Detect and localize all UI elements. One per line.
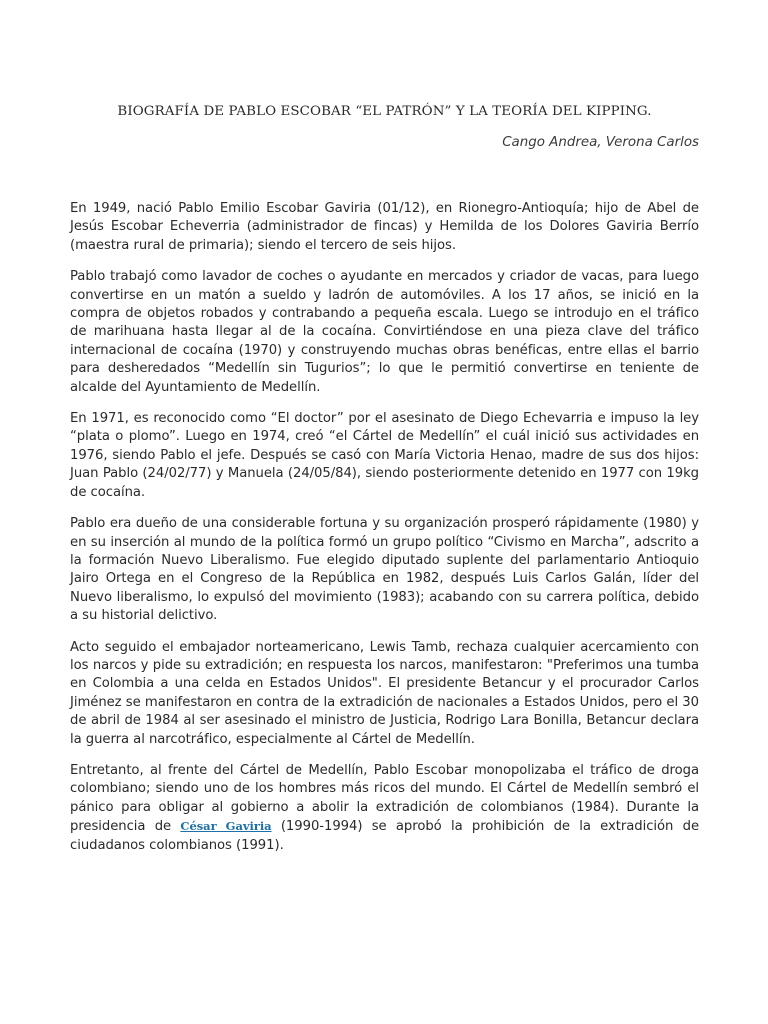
paragraph-6-text-after-link: (1990-1994) se aprobó la prohibición de la extradición de ciudadanos colombianos (1991). [70, 819, 700, 853]
paragraph-4: Pablo era dueño de una considerable fortuna y su organización prosperó rápidamente (1980) y en su inserción al mundo de la política formó un grupo político “Civismo en Marcha”, adscrito a la formación Nuevo Liberalismo. Fue elegido diputado suplente del parlamentario Antioquio Jairo Ortega en el Congreso de la República en 1982, después Luis Carlos Galán, líder del Nuevo liberalismo, lo expulsó del movimiento (1983); acabando con su carrera política, debido a su historial delictivo. [70, 516, 699, 624]
document-title: BIOGRAFÍA DE PABLO ESCOBAR “EL PATRÓN” Y LA TEORÍA DEL KIPPING. [117, 104, 652, 119]
paragraph-5: Acto seguido el embajador norteamericano, Lewis Tamb, rechaza cualquier acercamiento con los narcos y pide su extradición; en respuesta los narcos, manifestaron: "Preferimos una tumba en Colombia a una celda en Estados Unidos". El presidente Betancur y el procurador Carlos Jiménez se manifestaron en contra de la extradición de nacionales a Estados Unidos, pero el 30 de abril de 1984 al ser asesinado el ministro de Justicia, Rodrigo Lara Bonilla, Betancur declara la guerra al narcotráfico, especialmente al Cártel de Medellín. [70, 639, 699, 747]
cesar-gaviria-link[interactable]: César Gaviria [180, 819, 272, 834]
document-body [70, 200, 699, 868]
paragraph-2: Pablo trabajó como lavador de coches o ayudante en mercados y criador de vacas, para luego convertirse en un matón a sueldo y ladrón de automóviles. A los 17 años, se inició en la compra de objetos robados y contrabando a pequeña escala. Luego se introdujo en el tráfico de marihuana hasta llegar al de la cocaína. Convirtiéndose en una pieza clave del tráfico internacional de cocaína (1970) y construyendo muchas obras benéficas, entre ellas el barrio para desheredados “Medellín sin Tugurios”; lo que le permitió convertirse en teniente de alcalde del Ayuntamiento de Medellín. [70, 269, 699, 395]
paragraph-3: En 1971, es reconocido como “El doctor” por el asesinato de Diego Echevarria e impuso la ley “plata o plomo”. Luego en 1974, creó “el Cártel de Medellín” el cuál inició sus actividades en 1976, siendo Pablo el jefe. Después se casó con María Victoria Henao, madre de sus dos hijos: Juan Pablo (24/02/77) y Manuela (24/05/84), siendo posteriormente detenido en 1977 con 19kg de cocaína. [70, 411, 699, 500]
paragraph-6-text-before-link: Entretanto, al frente del Cártel de Medellín, Pablo Escobar monopolizaba el tráfico de droga colombiano; siendo uno de los hombres más ricos del mundo. El Cártel de Medellín sembró el pánico para obligar al gobierno a abolir la extradición de colombianos (1984). Durante la presidencia de [70, 762, 699, 835]
document-authors: Cango Andrea, Verona Carlos [502, 135, 699, 150]
paragraph-6 [70, 762, 699, 855]
paragraph-1: En 1949, nació Pablo Emilio Escobar Gaviria (01/12), en Rionegro-Antioquía; hijo de Abel de Jesús Escobar Echeverria (administrador de fincas) y Hemilda de los Dolores Gaviria Berrío (maestra rural de primaria); siendo el tercero de seis hijos. [70, 201, 699, 253]
